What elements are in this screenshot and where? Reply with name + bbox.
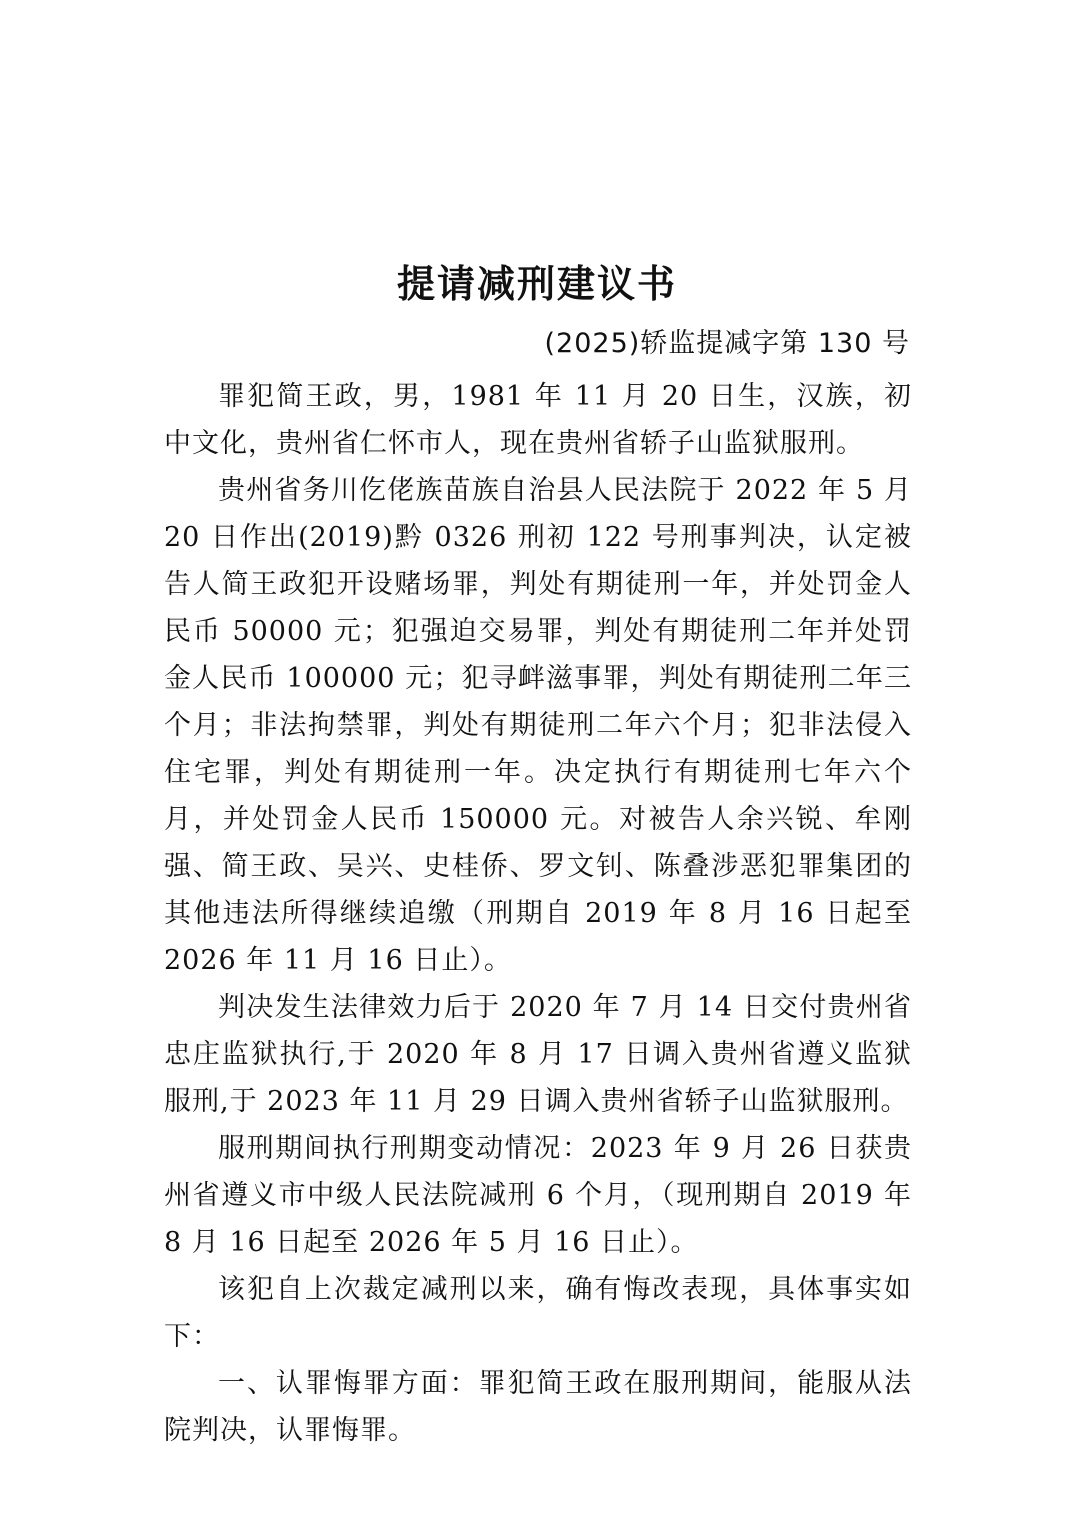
document-body xyxy=(164,373,912,1454)
paragraph-section-one: 一、认罪悔罪方面：罪犯简王政在服刑期间，能服从法院判决，认罪悔罪。 xyxy=(164,1368,912,1446)
paragraph-sentence-changes: 服刑期间执行刑期变动情况：2023 年 9 月 26 日获贵州省遵义市中级人民法院减刑 6 个月，（现刑期自 2019 年 8 月 16 日起至 2026 年 5 月 16 日止）。 xyxy=(164,1133,912,1258)
document-number: (2025)轿监提减字第 130 号 xyxy=(544,328,910,359)
paragraph-transfer-history: 判决发生法律效力后于 2020 年 7 月 14 日交付贵州省忠庄监狱执行,于 2020 年 8 月 17 日调入贵州省遵义监狱服刑,于 2023 年 11 月 29 日调入贵州省轿子山监狱服刑。 xyxy=(164,992,912,1117)
paragraph-judgment: 贵州省务川仡佬族苗族自治县人民法院于 2022 年 5 月 20 日作出(2019)黔 0326 刑初 122 号刑事判决，认定被告人简王政犯开设赌场罪，判处有期徒刑一年，并处罚金人民币 50000 元；犯强迫交易罪，判处有期徒刑二年并处罚金人民币 100000 元；犯寻衅滋事罪，判处有期徒刑二年三个月；非法拘禁罪，判处有期徒刑二年六个月；犯非法侵入住宅罪，判处有期徒刑一年。决定执行有期徒刑七年六个月，并处罚金人民币 150000 元。对被告人余兴锐、牟刚强、简王政、吴兴、史桂侨、罗文钊、陈叠涉恶犯罪集团的其他违法所得继续追缴（刑期自 2019 年 8 月 16 日起至 2026 年 11 月 16 日止）。 xyxy=(164,475,912,976)
paragraph-repentance-intro: 该犯自上次裁定减刑以来，确有悔改表现，具体事实如下： xyxy=(164,1274,912,1352)
document-title: 提请减刑建议书 xyxy=(396,261,677,306)
paragraph-criminal-info: 罪犯简王政，男，1981 年 11 月 20 日生，汉族，初中文化，贵州省仁怀市人，现在贵州省轿子山监狱服刑。 xyxy=(164,381,912,459)
